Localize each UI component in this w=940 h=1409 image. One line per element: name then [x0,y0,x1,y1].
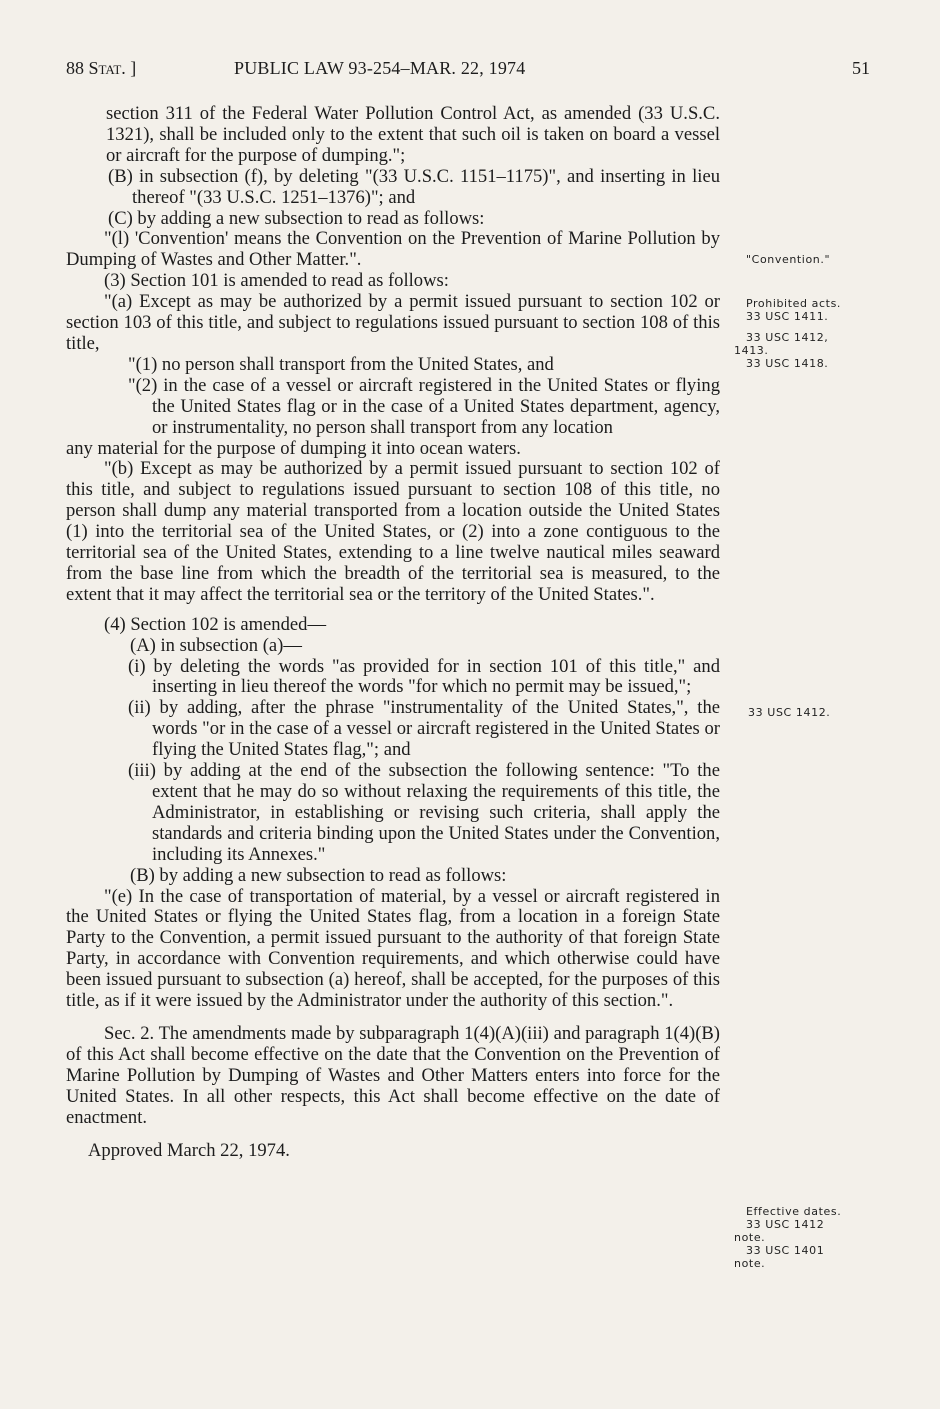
margin-effective-title: Effective dates. [746,1205,842,1218]
margin-section-102-ref: 33 USC 1412. [748,706,831,719]
paragraph-102-a-i: (i) by deleting the words "as provided for in section 101 of this title," and inserting in lieu thereof the words "for which no permit may be issued,"; [128,655,720,698]
page-header [66,58,870,84]
margin-effective-ref: 33 USC 1412 [746,1218,825,1231]
statute-volume: 88 Stat. ] [66,58,137,78]
margin-note-convention [734,253,874,266]
margin-note-section-102 [734,706,874,719]
margin-prohibited-ref: 33 USC 1411. [746,310,829,323]
margin-prohibited-ref: 33 USC 1418. [746,357,829,370]
paragraph-102-b: (B) by adding a new subsection to read as follows: [130,864,507,886]
paragraph-subsection-c: (C) by adding a new subsection to read as follows: [108,207,485,229]
approval-date: Approved March 22, 1974. [88,1139,290,1161]
margin-effective-ref: note. [734,1257,766,1270]
paragraph-102-a: (A) in subsection (a)— [130,634,302,656]
paragraph-subsection-b: (B) in subsection (f), by deleting "(33 U.S.C. 1151–1175)", and inserting in lieu thereof "(33 U.S.C. 1251–1376)"; and [108,165,720,208]
paragraph-section-102: (4) Section 102 is amended— [104,613,327,635]
paragraph-102-a-ii: (ii) by adding, after the phrase "instrumentality of the United States,", the words "or in the case of a vessel or aircraft registered in the United States or flying the United States flag,"; and [128,697,720,761]
margin-note-effective-dates [734,1205,874,1270]
margin-prohibited-ref: 33 USC 1412, [746,331,829,344]
margin-prohibited-ref: 1413. [734,344,769,357]
paragraph-101-a-2: "(2) in the case of a vessel or aircraft registered in the United States or flying the United States flag or in the case of a United States department, agency, or instrumentality, no person shall transport from any location [128,374,720,438]
paragraph-101-a-tail: any material for the purpose of dumping it into ocean waters. [66,437,521,459]
margin-effective-ref: 33 USC 1401 [746,1244,825,1257]
paragraph-continued: section 311 of the Federal Water Pollution Control Act, as amended (33 U.S.C. 1321), shall be included only to the extent that such oil is taken on board a vessel or aircraft for the purpose of dumping."; [106,103,720,166]
paragraph-102-a-iii: (iii) by adding at the end of the subsection the following sentence: "To the extent that he may do so without relaxing the requirements of this title, the Administrator, in establishing or revising such criteria, shall apply the standards and criteria binding upon the United States under the Convention, including its Annexes." [128,760,720,865]
paragraph-section-101: (3) Section 101 is amended to read as follows: [104,270,449,292]
paragraph-convention-definition: "(l) 'Convention' means the Convention on the Prevention of Marine Pollution by Dumping of Wastes and Other Matter.". [66,228,720,271]
margin-prohibited-title: Prohibited acts. [746,297,842,310]
margin-note-prohibited-acts [734,297,874,370]
paragraph-101-a-1: "(1) no person shall transport from the United States, and [128,353,554,375]
paragraph-section-2: Sec. 2. The amendments made by subparagraph 1(4)(A)(iii) and paragraph 1(4)(B) of this Act shall become effective on the date that the Convention on the Prevention of Marine Pollution by Dumping of Wastes and Other Matters enters into force for the United States. In all other respects, this Act shall become effective on the date of enactment. [66,1022,720,1128]
paragraph-101-a: "(a) Except as may be authorized by a permit issued pursuant to section 102 or section 103 of this title, and subject to regulations issued pursuant to section 108 of this title, [66,291,720,354]
margin-convention-label: "Convention." [746,253,831,266]
page-number: 51 [852,58,870,78]
margin-effective-ref: note. [734,1231,766,1244]
public-law-title: PUBLIC LAW 93-254–MAR. 22, 1974 [234,58,526,78]
paragraph-101-b: "(b) Except as may be authorized by a permit issued pursuant to section 102 of this title, and subject to regulations issued pursuant to section 108 of this title, no person shall dump any material transported from a location outside the United States (1) into the territorial sea of the United States, or (2) into a zone contiguous to the territorial sea of the United States, extending to a line twelve nautical miles seaward from the base line from which the breadth of the territorial sea is measured, to the extent that it may affect the territorial sea or the territory of the United States.". [66,458,720,605]
paragraph-102-e: "(e) In the case of transportation of material, by a vessel or aircraft registered in the United States or flying the United States flag, from a location in a foreign State Party to the Convention, a permit issued pursuant to the authority of that foreign State Party, in accordance with Convention requirements, and which otherwise could have been issued pursuant to subsection (a) hereof, shall be accepted, for the purposes of this title, as if it were issued by the Administrator under the authority of this section.". [66,885,720,1012]
statute-text [66,104,720,1161]
